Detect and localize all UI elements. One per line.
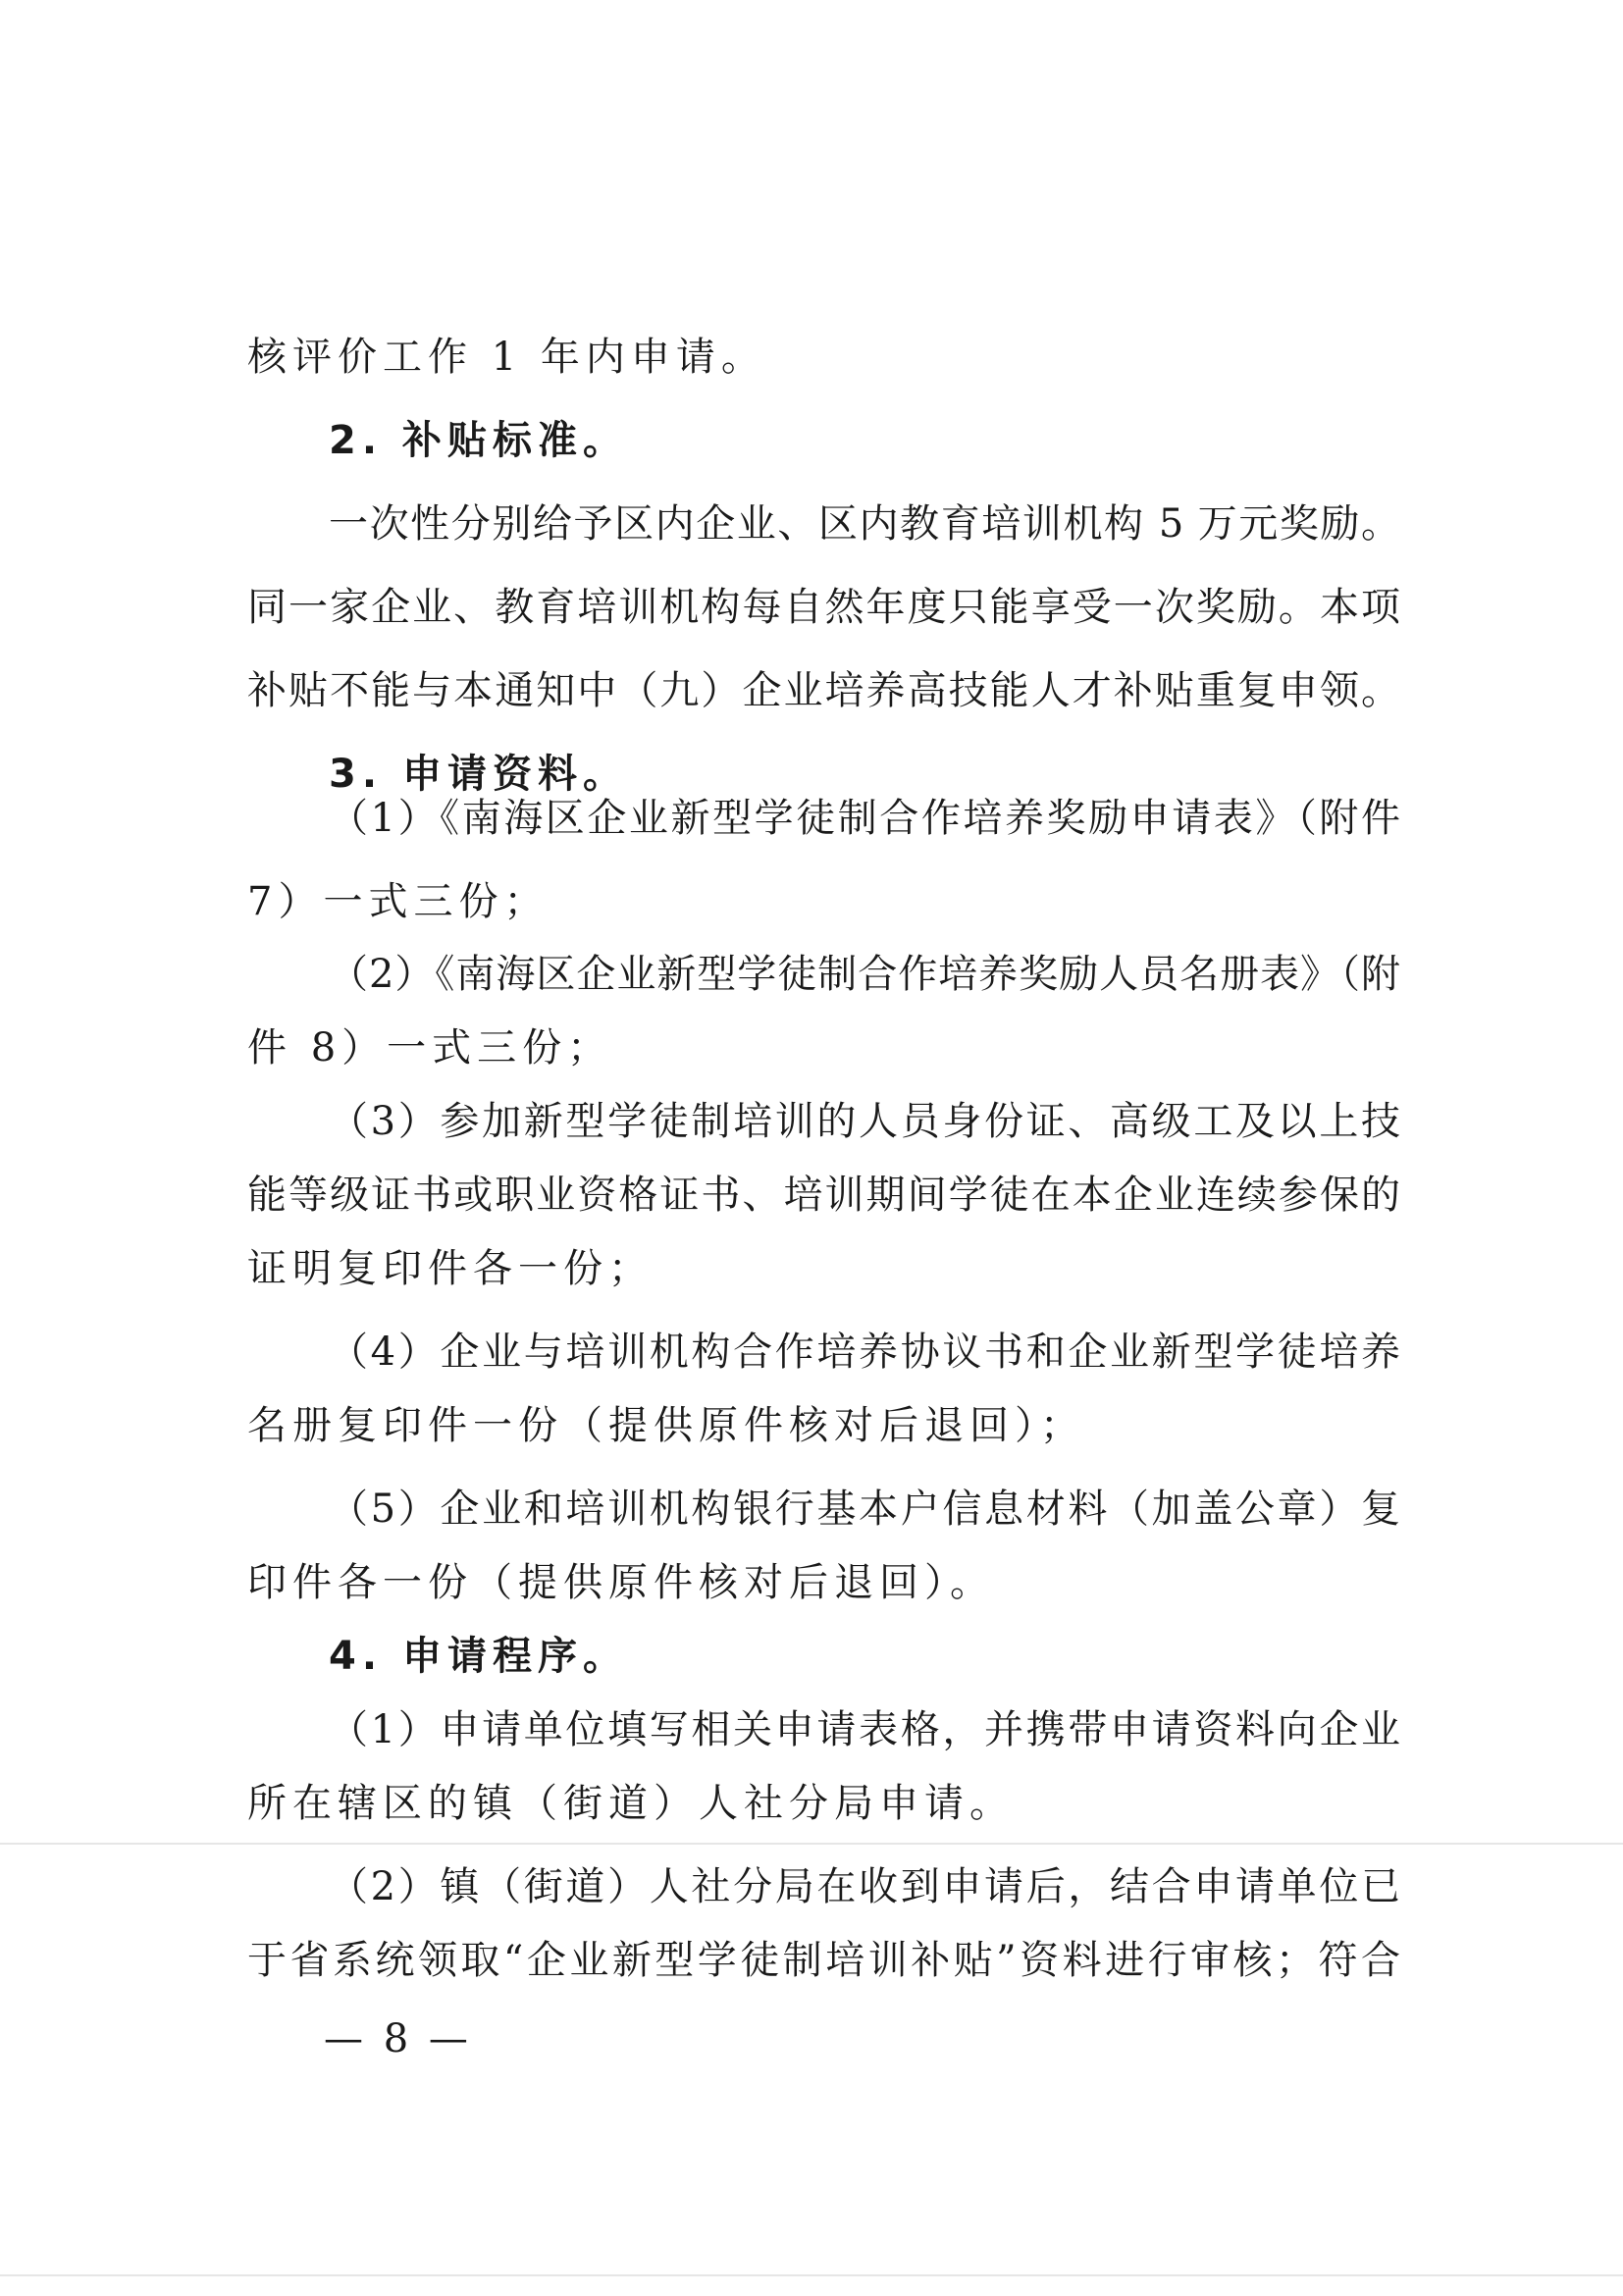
section-heading: 2. 补贴标准。 [329, 418, 628, 463]
body-line: 件 8）一式三份； [247, 1025, 613, 1070]
body-line: 核评价工作 1 年内申请。 [247, 335, 766, 380]
body-line: 印件各一份（提供原件核对后退回）。 [247, 1560, 995, 1605]
body-line: 补贴不能与本通知中（九）企业培养高技能人才补贴重复申领。 [247, 668, 1400, 713]
section-heading: 3. 申请资料。 [329, 752, 628, 797]
body-line: （2）镇（街道）人社分局在收到申请后，结合申请单位已 [329, 1864, 1400, 1909]
body-line: 能等级证书或职业资格证书、培训期间学徒在本企业连续参保的 [247, 1173, 1400, 1218]
body-line: 名册复印件一份（提供原件核对后退回）； [247, 1403, 1085, 1448]
body-line: （4）企业与培训机构合作培养协议书和企业新型学徒培养 [329, 1330, 1400, 1375]
body-line: （3）参加新型学徒制培训的人员身份证、高级工及以上技 [329, 1099, 1400, 1144]
body-line: 所在辖区的镇（街道）人社分局申请。 [247, 1781, 1015, 1826]
page-number: — 8 — [324, 2016, 472, 2061]
body-line: 证明复印件各一份； [247, 1246, 654, 1291]
scan-bottom-edge [0, 2274, 1623, 2276]
body-line: 7）一式三份； [247, 879, 550, 924]
scan-divider [0, 1843, 1623, 1845]
body-line: （1）《南海区企业新型学徒制合作培养奖励申请表》（附件 [329, 796, 1400, 841]
body-line: （1）申请单位填写相关申请表格，并携带申请资料向企业 [329, 1707, 1400, 1752]
body-line: （2）《南海区企业新型学徒制合作培养奖励人员名册表》（附 [329, 952, 1400, 997]
body-line: 一次性分别给予区内企业、区内教育培训机构 5 万元奖励。 [329, 501, 1400, 547]
body-line: 同一家企业、教育培训机构每自然年度只能享受一次奖励。本项 [247, 585, 1400, 630]
section-heading: 4. 申请程序。 [329, 1634, 628, 1679]
body-line: 于省系统领取“企业新型学徒制培训补贴”资料进行审核；符合 [247, 1938, 1400, 1983]
body-line: （5）企业和培训机构银行基本户信息材料（加盖公章）复 [329, 1487, 1400, 1532]
